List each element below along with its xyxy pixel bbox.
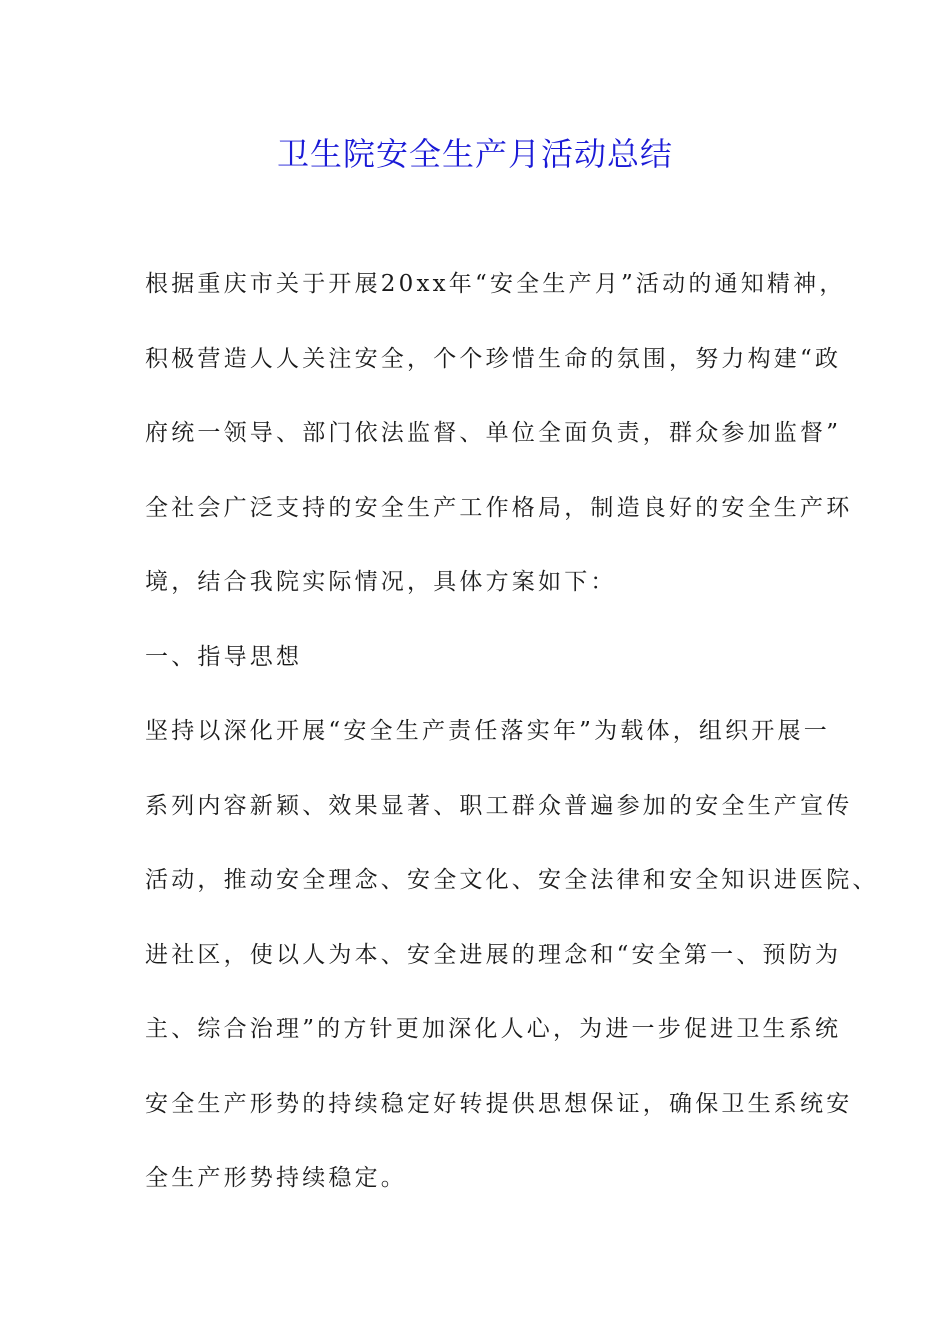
body-line-11: 主、综合治理”的方针更加深化人心，为进一步促进卫生系统: [145, 1016, 842, 1042]
body-line-13: 全生产形势持续稳定。: [145, 1165, 407, 1191]
body-line-8: 系列内容新颖、效果显著、职工群众普遍参加的安全生产宣传: [145, 792, 853, 819]
body-line-5: 境，结合我院实际情况，具体方案如下：: [145, 569, 617, 595]
section-heading: 一、指导思想: [145, 643, 303, 670]
body-line-4: 全社会广泛支持的安全生产工作格局，制造良好的安全生产环: [145, 494, 853, 521]
body-line-9: 活动，推动安全理念、安全文化、安全法律和安全知识进医院、: [145, 867, 879, 893]
document-body: [145, 260, 879, 1229]
body-line-3: 府统一领导、部门依法监督、单位全面负责，群众参加监督”: [145, 420, 842, 446]
body-line-1: 根据重庆市关于开展20xx年“安全生产月”活动的通知精神，: [145, 271, 846, 297]
body-line-2: 积极营造人人关注安全，个个珍惜生命的氛围，努力构建“政: [145, 345, 842, 372]
body-line-7: 坚持以深化开展“安全生产责任落实年”为载体，组织开展一: [145, 718, 830, 744]
body-line-10: 进社区，使以人为本、安全进展的理念和“安全第一、预防为: [145, 941, 842, 968]
body-line-12: 安全生产形势的持续稳定好转提供思想保证，确保卫生系统安: [145, 1090, 853, 1117]
document-title: 卫生院安全生产月活动总结: [276, 135, 673, 173]
